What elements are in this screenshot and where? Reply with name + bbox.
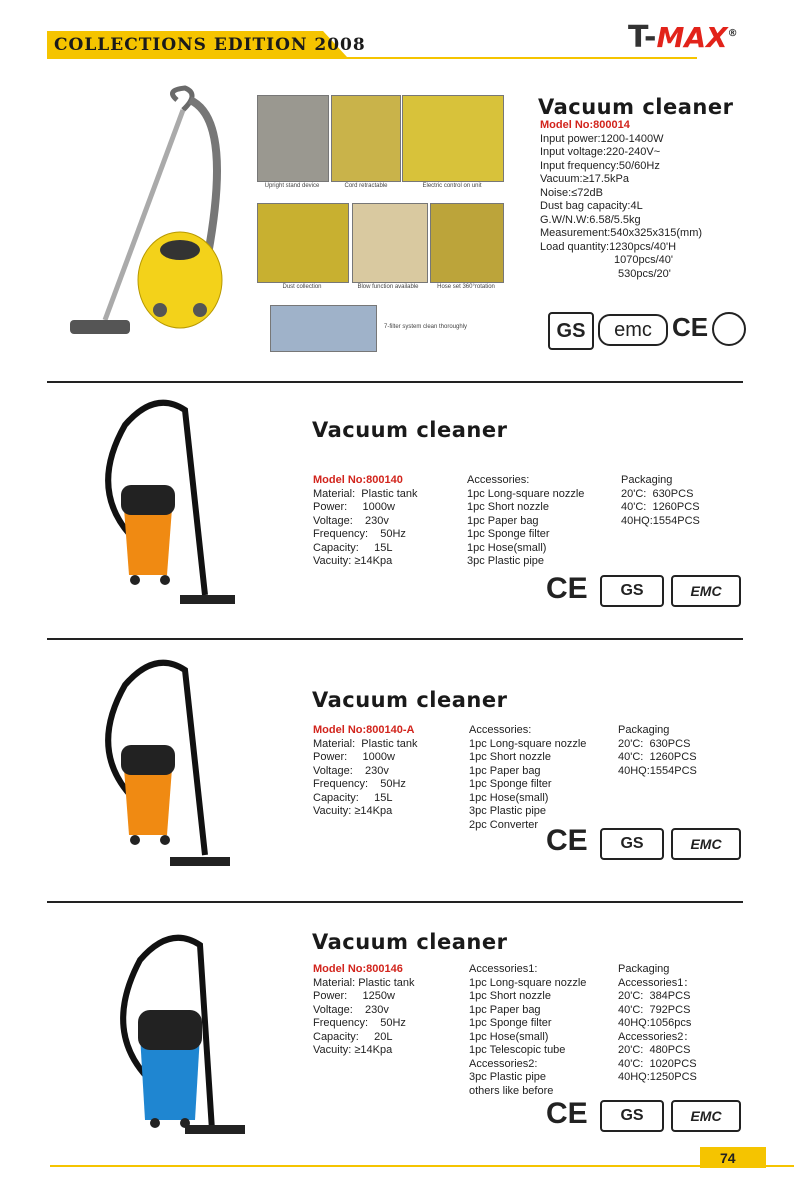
spec-line: Vacuity: ≥14Kpa <box>313 555 393 567</box>
product3-accessories <box>469 724 586 832</box>
brand-logo: T-MAX® <box>628 20 738 55</box>
spec-line: Frequency: 50Hz <box>313 1017 406 1029</box>
accessory-line: 2pc Converter <box>469 818 539 831</box>
caption-control: Electric control on unit <box>422 183 482 189</box>
packaging-line: 20'C: 630PCS <box>621 487 694 500</box>
packaging-line: 40HQ:1554PCS <box>618 764 697 777</box>
product2-specs <box>313 474 418 569</box>
ce-mark-icon: CE <box>546 1097 588 1130</box>
photo-hose-rotation <box>430 203 504 283</box>
product3-specs <box>313 724 418 819</box>
spec-line: Vacuity: ≥14Kpa <box>313 805 393 817</box>
wave-cert-icon <box>712 312 746 346</box>
product2-model: Model No:800140 <box>313 474 403 486</box>
accessory-line: Accessories1: <box>469 963 538 975</box>
spec-line: Power: 1250w <box>313 990 395 1002</box>
product4-model: Model No:800146 <box>313 963 403 975</box>
page-number: 74 <box>720 1150 736 1166</box>
spec-line: 1070pcs/40' <box>614 254 673 266</box>
packaging-line: 20'C: 480PCS <box>618 1044 691 1056</box>
packaging-line: 40HQ:1554PCS <box>621 514 700 527</box>
ce-mark-icon: CE <box>546 572 588 605</box>
accessory-line: 3pc Plastic pipe <box>469 805 547 817</box>
photo-cord-retractable <box>331 95 401 182</box>
spec-line: Vacuum:≥17.5kPa <box>540 173 629 185</box>
product1-title: Vacuum cleaner <box>538 95 734 119</box>
orange-vacuum-image <box>85 395 245 615</box>
photo-electric-control <box>402 95 504 182</box>
spec-line: Material: Plastic tank <box>313 487 418 500</box>
photo-blow-function <box>352 203 428 283</box>
accessory-line: 1pc Paper bag <box>469 1003 541 1016</box>
spec-line: 530pcs/20' <box>618 267 671 280</box>
accessory-line: 1pc Hose(small) <box>467 541 547 554</box>
photo-upright-stand <box>257 95 329 182</box>
caption-hose: Hose set 360°rotation <box>437 284 495 290</box>
spec-line: G.W/N.W:6.58/5.5kg <box>540 213 641 226</box>
spec-line: Input voltage:220-240V~ <box>540 146 661 158</box>
accessory-line: 1pc Hose(small) <box>469 791 549 804</box>
spec-line: Voltage: 230v <box>313 1003 389 1016</box>
product2-packaging <box>621 474 700 528</box>
spec-line: Frequency: 50Hz <box>313 528 406 540</box>
gs-cert-icon: GS <box>600 1100 664 1132</box>
product4-packaging <box>618 963 697 1085</box>
blue-vacuum-image <box>100 925 260 1145</box>
packaging-line: 40'C: 792PCS <box>618 1003 691 1016</box>
caption-filter: 7-filter system clean thoroughly <box>384 324 468 330</box>
caption-blow: Blow function available <box>357 284 419 290</box>
product1-model: Model No:800014 <box>540 119 630 131</box>
product3-title: Vacuum cleaner <box>312 688 508 712</box>
accessory-line: 1pc Hose(small) <box>469 1030 549 1043</box>
spec-line: Power: 1000w <box>313 501 395 513</box>
spec-line: Input power:1200-1400W <box>540 132 664 145</box>
accessory-line: 1pc Paper bag <box>469 764 541 777</box>
accessory-line: 1pc Long-square nozzle <box>469 737 587 750</box>
packaging-line: 40'C: 1260PCS <box>618 751 697 763</box>
accessory-line: 1pc Paper bag <box>467 514 539 527</box>
product4-specs <box>313 963 414 1058</box>
accessory-line: 1pc Short nozzle <box>469 990 551 1002</box>
caption-upright: Upright stand device <box>264 183 320 189</box>
footer-rule <box>50 1165 794 1167</box>
spec-line: Material: Plastic tank <box>313 737 418 750</box>
spec-line: Capacity: 15L <box>313 791 393 804</box>
product3-packaging <box>618 724 697 778</box>
accessory-line: others like before <box>469 1084 554 1097</box>
spec-line: Noise:≤72dB <box>540 186 603 199</box>
packaging-line: Accessories1： <box>618 976 695 989</box>
gs-cert-icon: GS <box>600 828 664 860</box>
spec-line: Load quantity:1230pcs/40'H <box>540 240 677 253</box>
spec-line: Power: 1000w <box>313 751 395 763</box>
edition-title: COLLECTIONS EDITION 2008 <box>54 35 366 55</box>
product2-title: Vacuum cleaner <box>312 418 508 442</box>
packaging-line: 40HQ:1056pcs <box>618 1017 692 1029</box>
section-divider <box>47 638 743 640</box>
accessory-line: 1pc Short nozzle <box>469 751 551 763</box>
product2-accessories <box>467 474 584 569</box>
product3-model: Model No:800140-A <box>313 724 415 736</box>
spec-line: Capacity: 15L <box>313 541 393 554</box>
caption-dust: Dust collection <box>282 284 322 290</box>
accessory-line: 1pc Sponge filter <box>469 1017 552 1029</box>
product1-specs <box>540 119 702 281</box>
spec-line: Voltage: 230v <box>313 764 389 777</box>
emc-cert-icon: EMC <box>671 1100 741 1132</box>
packaging-line: 20'C: 384PCS <box>618 990 691 1002</box>
packaging-line: Packaging <box>618 963 670 975</box>
gs-cert-icon: GS <box>600 575 664 607</box>
spec-line: Measurement:540x325x315(mm) <box>540 227 703 239</box>
orange-vacuum-a-image <box>85 655 245 875</box>
packaging-line: Packaging <box>618 724 670 736</box>
spec-line: Capacity: 20L <box>313 1030 393 1043</box>
emc-cert-icon: emc <box>598 314 668 346</box>
accessory-line: Accessories2: <box>469 1057 538 1070</box>
accessory-line: 3pc Plastic pipe <box>467 555 545 567</box>
spec-line: Input frequency:50/60Hz <box>540 159 660 172</box>
packaging-line: Accessories2： <box>618 1030 695 1043</box>
ce-mark-icon: CE <box>546 824 588 857</box>
product4-accessories <box>469 963 586 1098</box>
spec-line: Frequency: 50Hz <box>313 778 406 790</box>
spec-line: Voltage: 230v <box>313 514 389 527</box>
accessory-line: 1pc Short nozzle <box>467 501 549 513</box>
packaging-line: 40HQ:1250PCS <box>618 1071 697 1083</box>
accessory-line: 1pc Long-square nozzle <box>467 487 585 500</box>
header-rule <box>47 57 697 59</box>
spec-line: Vacuity: ≥14Kpa <box>313 1044 393 1056</box>
packaging-line: 40'C: 1260PCS <box>621 501 700 513</box>
section-divider <box>47 901 743 903</box>
gs-cert-icon: GS <box>548 312 594 350</box>
emc-cert-icon: EMC <box>671 575 741 607</box>
caption-cord: Cord retractable <box>344 183 388 189</box>
accessory-line: 3pc Plastic pipe <box>469 1071 547 1083</box>
accessory-line: Accessories: <box>469 724 532 736</box>
photo-dust-collection <box>257 203 349 283</box>
photo-filter-system <box>270 305 377 352</box>
accessory-line: 1pc Sponge filter <box>469 778 552 790</box>
packaging-line: 40'C: 1020PCS <box>618 1057 697 1070</box>
product4-title: Vacuum cleaner <box>312 930 508 954</box>
emc-cert-icon: EMC <box>671 828 741 860</box>
accessory-line: Accessories: <box>467 474 530 486</box>
packaging-line: 20'C: 630PCS <box>618 737 691 750</box>
accessory-line: 1pc Sponge filter <box>467 528 550 540</box>
accessory-line: 1pc Long-square nozzle <box>469 976 587 989</box>
spec-line: Material: Plastic tank <box>313 976 415 989</box>
packaging-line: Packaging <box>621 474 673 486</box>
upright-vacuum-image <box>65 80 245 350</box>
accessory-line: 1pc Telescopic tube <box>469 1044 566 1056</box>
spec-line: Dust bag capacity:4L <box>540 200 643 212</box>
ce-mark-icon: CE <box>672 312 709 342</box>
section-divider <box>47 381 743 383</box>
